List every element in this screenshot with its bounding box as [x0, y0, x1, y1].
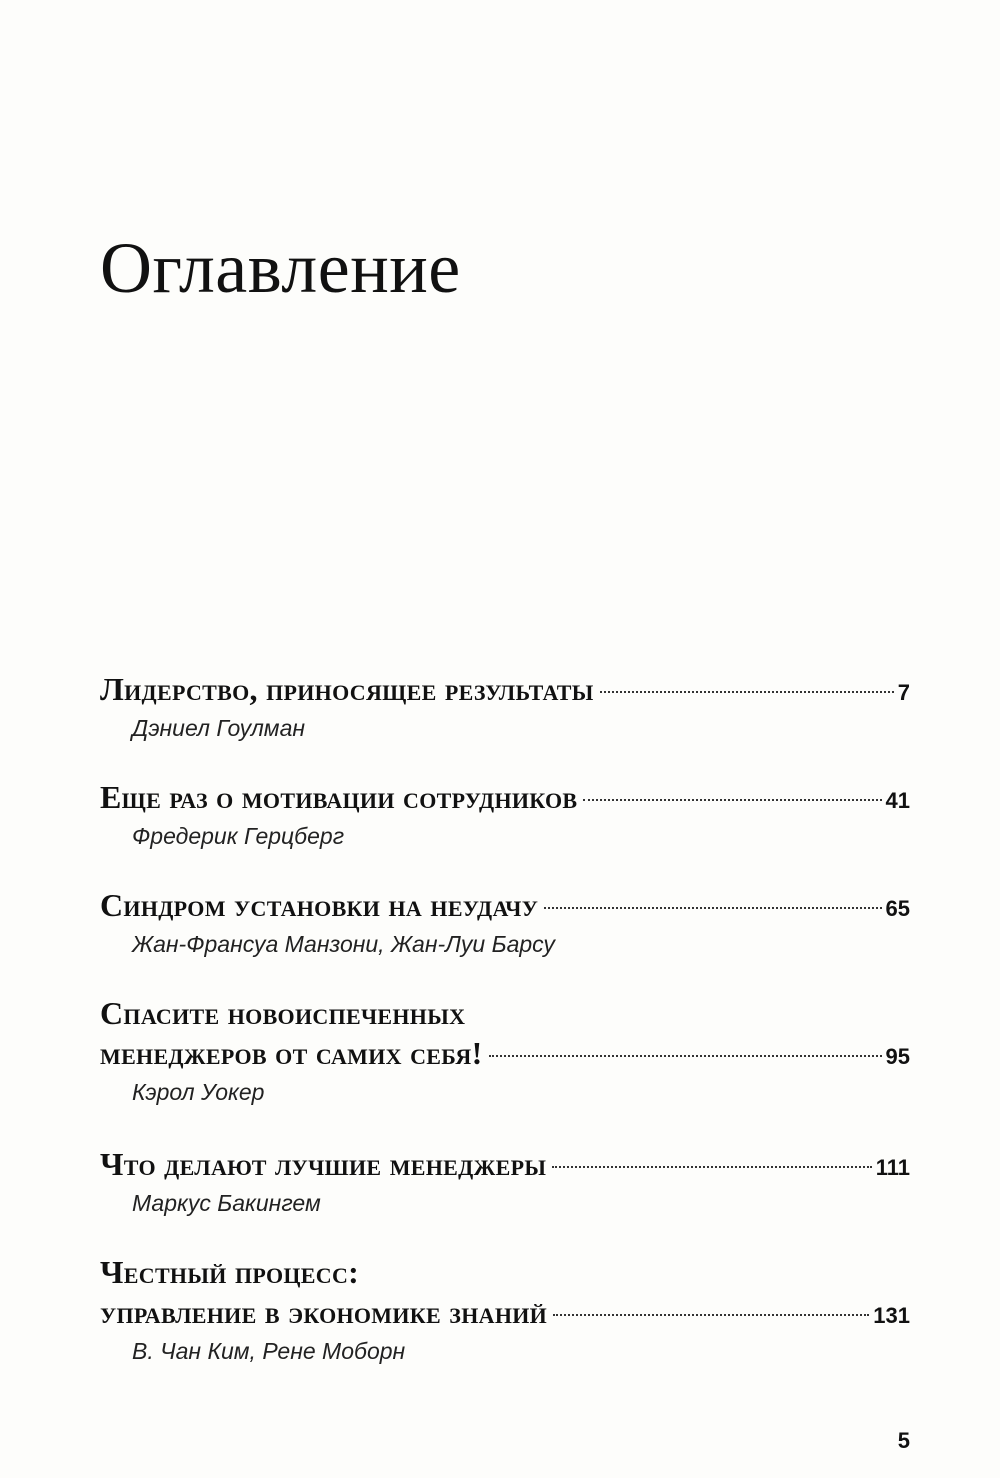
toc-entry-page: 131 [873, 1303, 910, 1328]
toc-entry-author: Кэрол Уокер [132, 1079, 265, 1105]
toc-entry-author: Фредерик Герцберг [132, 823, 345, 849]
toc-entry-page: 7 [897, 680, 910, 705]
toc-entry-author: Маркус Бакингем [132, 1190, 321, 1216]
toc-entry [100, 885, 910, 993]
toc-entry-page: 41 [885, 788, 910, 813]
toc-entry [100, 777, 910, 885]
table-of-contents [100, 669, 910, 1403]
page-title: Оглавление [100, 228, 461, 308]
dot-leader [489, 1055, 882, 1057]
toc-entry-title: Синдром установки на неудачу [100, 887, 539, 923]
toc-entry [100, 993, 910, 1144]
page-number: 5 [897, 1428, 910, 1453]
dot-leader [600, 691, 894, 693]
toc-entry-title: Лидерство, приносящее результаты [100, 671, 594, 707]
toc-entry-author: Жан-Франсуа Манзони, Жан-Луи Барсу [132, 931, 555, 957]
toc-entry-title-line-2: управление в экономике знаний [100, 1294, 548, 1330]
toc-entry-title-line-2: менеджеров от самих себя! [100, 1035, 483, 1071]
dot-leader [553, 1314, 869, 1316]
toc-entry [100, 1144, 910, 1252]
toc-entry [100, 1252, 910, 1403]
dot-leader [552, 1166, 871, 1168]
toc-entry-page: 111 [875, 1155, 910, 1180]
toc-entry-title: Что делают лучшие менеджеры [100, 1146, 547, 1182]
toc-entry-page: 65 [885, 896, 910, 921]
toc-entry-title: Еще раз о мотивации сотрудников [100, 779, 578, 815]
toc-entry-title-line-1: Спасите новоиспеченных [100, 995, 466, 1031]
toc-entry-author: В. Чан Ким, Рене Моборн [132, 1338, 406, 1364]
toc-entry-author: Дэниел Гоулман [132, 715, 306, 741]
toc-entry-title-line-1: Честный процесс: [100, 1254, 360, 1290]
dot-leader [544, 907, 881, 909]
dot-leader [583, 799, 881, 801]
toc-entry [100, 669, 910, 777]
toc-entry-page: 95 [885, 1044, 910, 1069]
